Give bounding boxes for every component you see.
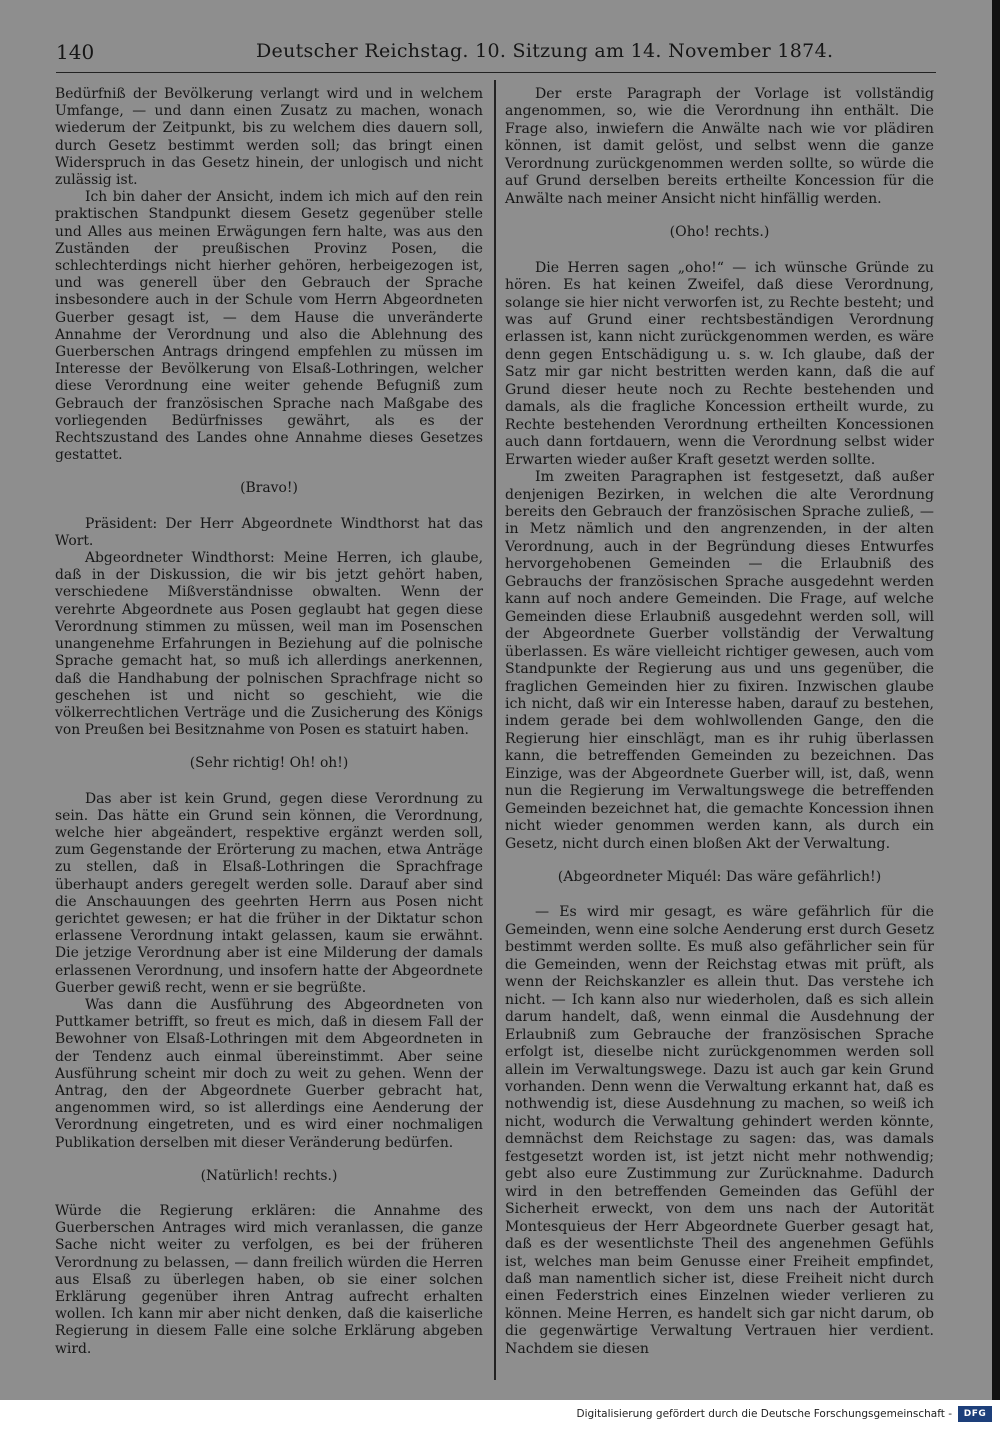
paragraph: Was dann die Ausführung des Abgeordneten von Puttkamer betrifft, so freut es mich, daß in diesem Fall der Bewohner von Elsaß-Lothringen mit dem Abgeordneten in der Tendenz auch einmal übereinstimmt. Aber seine Ausführung scheint mir doch zu weit zu gehen. Wenn der Antrag, den der Abgeordnete Guerber gebracht hat, angenommen wird, so ist allerdings eine Aenderung der Verordnung eingetreten, und es wird einer nochmaligen Publikation derselben mit dieser Veränderung bedürfen. xyxy=(55,996,483,1151)
interjection: (Oho! rechts.) xyxy=(669,224,770,241)
interjection: (Sehr richtig! Oh! oh!) xyxy=(189,755,349,772)
paragraph: Die Herren sagen „oho!“ — ich wünsche Gründe zu hören. Es hat keinen Zweifel, daß diese Verordnung, solange sie hier nicht verworfen ist, zu Rechte besteht; und was auf Grund einer rechtsbeständigen Verordnung erlassen ist, kann nicht zurückgenommen werden, es wäre denn gegen Entschädigung u. s. w. Ich glaube, daß der Satz mir gar nicht bestritten werden kann, daß die auf Grund dieser heute noch zu Rechte bestehenden und damals, als die fragliche Koncession ertheilt wurde, zu Rechte bestehenden Verordnung ertheilten Koncessionen auch dann fortdauern, wenn die Verordnung selbst wider Erwarten wieder außer Kraft gesetzt werden sollte. xyxy=(505,259,934,468)
paragraph: Würde die Regierung erklären: die Annahme des Guerberschen Antrages wird mich veranlassen, die ganze Sache nicht weiter zu verfolgen, es bei der früheren Verordnung zu belassen, — dann freilich würden die Herren aus Elsaß zu überlegen haben, ob sie einer solchen Erklärung gegenüber ihren Antrag aufrecht erhalten wollen. Ich kann mir aber nicht denken, daß die kaiserliche Regierung in diesem Falle eine solche Erklärung abgeben wird. xyxy=(55,1202,483,1357)
column-divider xyxy=(494,80,496,1380)
interjection: (Natürlich! rechts.) xyxy=(200,1167,338,1184)
paragraph: Bedürfniß der Bevölkerung verlangt wird und in welchem Umfange, — und dann einen Zusatz zu machen, wonach wiederum der Zeitpunkt, bis zu welchem dies dauern soll, durch Gesetz bestimmt werden soll; das bringt einen Widerspruch in das Gesetz hinein, der unlogisch und nicht zulässig ist. xyxy=(55,86,483,189)
paragraph: — Es wird mir gesagt, es wäre gefährlich für die Gemeinden, wenn eine solche Aenderung erst durch Gesetz bestimmt werden sollte. Es muß also gefährlicher sein für die Gemeinden, wenn der Reichstag etwas mit prüft, als wenn der Reichskanzler es allein thut. Das verstehe ich nicht. — Ich kann also nur wiederholen, daß es sich allein darum handelt, daß, wenn einmal die Ausdehnung der Erlaubniß zum Gebrauche der französischen Sprache erfolgt ist, dieselbe nicht zurückgenommen werden soll allein im Verwaltungswege. Dazu ist auch gar kein Grund vorhanden. Denn wenn die Verwaltung erkannt hat, daß es nothwendig ist, diese Ausdehnung zu machen, so weiß ich nicht, wodurch die Verwaltung gehindert werden könnte, demnächst dem Reichstage zu sagen: das, was damals festgesetzt worden ist, ist jetzt nicht mehr nothwendig; gebt also eure Zustimmung zur Zurücknahme. Dadurch wird in den betreffenden Gemeinden das Gefühl der Sicherheit erweckt, von dem uns nach der Autorität Montesquieus der Herr Abgeordnete Guerber gesagt hat, daß es der wesentlichste Theil des angenehmen Gefühls ist, welches man beim Genusse einer Freiheit empfindet, daß man namentlich sicher ist, diese Freiheit nicht durch einen Federstrich eines Einzelnen wieder verlieren zu können. Meine Herren, es handelt sich gar nicht darum, ob die gegenwärtige Verwaltung Vertrauen hier verdient. Nachdem sie diesen xyxy=(505,904,934,1357)
paragraph: Ich bin daher der Ansicht, indem ich mich auf den rein praktischen Standpunkt diesem Gesetz gegenüber stelle und Alles aus meinen Erwägungen fern halte, was aus den Zuständen der preußischen Provinz Posen, die schlechterdings nicht hierher gehören, herbeigezogen ist, und was generell über den Gebrauch der Sprache insbesondere auch in der Schule vom Herrn Abgeordneten Guerber gesagt ist, — dem Hause die unveränderte Annahme der Verordnung und also die Ablehnung des Guerberschen Antrags dringend empfehlen zu müssen im Interesse der Bevölkerung von Elsaß-Lothringen, welcher diese Verordnung eine weiter gehende Befugniß zum Gebrauch der französischen Sprache nach Maßgabe des vorliegenden Bedürfnisses gewährt, als es der Rechtszustand des Landes ohne Annahme dieses Gesetzes gestattet. xyxy=(55,189,483,464)
footer xyxy=(0,1400,1000,1432)
footer-credit: Digitalisierung gefördert durch die Deutsche Forschungsgemeinschaft - xyxy=(576,1408,952,1420)
right-column xyxy=(505,86,934,1358)
interjection: (Abgeordneter Miquél: Das wäre gefährlich!) xyxy=(557,869,882,886)
running-title: Deutscher Reichstag. 10. Sitzung am 14. November 1874. xyxy=(256,40,834,62)
scan-edge xyxy=(992,0,1000,1432)
paragraph: Präsident: Der Herr Abgeordnete Windthorst hat das Wort. xyxy=(55,515,483,549)
left-column xyxy=(55,86,483,1358)
interjection: (Bravo!) xyxy=(240,480,298,497)
paragraph: Abgeordneter Windthorst: Meine Herren, ich glaube, daß in der Diskussion, die wir bis jetzt gehört haben, verschiedene Mißverständnisse obwalten. Wenn der verehrte Abgeordnete aus Posen geglaubt hat gegen diese Verordnung stimmen zu müssen, weil man im Posenschen unangenehme Erfahrungen in Beziehung auf die polnische Sprache gemacht hat, so muß ich allerdings anerkennen, daß die Handhabung der polnischen Sprachfrage nicht so geschehen ist und nicht so geschieht, wie die völkerrechtlichen Verträge und die Zusicherung des Königs von Preußen bei Besitznahme von Posen es statuirt haben. xyxy=(55,550,483,739)
dfg-logo: DFG xyxy=(958,1406,992,1422)
page-number: 140 xyxy=(56,40,95,64)
paragraph: Das aber ist kein Grund, gegen diese Verordnung zu sein. Das hätte ein Grund sein können, die Verordnung, welche hier abgeändert, respektive ergänzt werden soll, zum Gegenstande der Erörterung zu machen, etwa Anträge zu stellen, daß in Elsaß-Lothringen die Sprachfrage überhaupt anders geregelt werden solle. Darauf aber sind die Anschauungen des geehrten Herrn aus Posen nicht gerichtet gewesen; er hat die früher in der Diktatur schon erlassene Verordnung intakt gelassen, kaum sie erwähnt. Die jetzige Verordnung aber ist eine Milderung der damals erlassenen Verordnung, und insofern hatte der Abgeordnete Guerber gewiß recht, wenn er sie begrüßte. xyxy=(55,790,483,996)
paragraph: Der erste Paragraph der Vorlage ist vollständig angenommen, so, wie die Verordnung ihn enthält. Die Frage also, inwiefern die Anwälte nach wie vor plädiren können, ist damit gelöst, und selbst wenn die ganze Verordnung zurückgenommen werden sollte, so würde die auf Grund derselben bereits ertheilte Koncession für die Anwälte nach meiner Ansicht nicht hinfällig werden. xyxy=(505,86,934,207)
page-header xyxy=(56,38,936,73)
paragraph: Im zweiten Paragraphen ist festgesetzt, daß außer denjenigen Bezirken, in welchen die alte Verordnung bereits den Gebrauch der französischen Sprache zuließ, — in Metz nämlich und den angrenzenden, in der alten Verordnung, auch in der Begründung dieses Entwurfes hervorgehobenen Gemeinden — die Erlaubniß des Gebrauchs der französischen Sprache ausgedehnt werden kann auf noch andere Gemeinden. Die Frage, auf welche Gemeinden diese Erlaubniß ausgedehnt werden soll, will der Abgeordnete Guerber vollständig der Verwaltung überlassen. Es wäre vielleicht richtiger gewesen, auch vom Standpunkte der Regierung aus und uns gegenüber, die fraglichen Gemeinden hier zu fixiren. Inzwischen glaube ich nicht, daß wir ein Interesse haben, darauf zu bestehen, indem gerade bei dem wohlwollenden Gange, den die Regierung hier einschlägt, man es ihr ruhig überlassen kann, die betreffenden Gemeinden zu bezeichnen. Das Einzige, was der Abgeordnete Guerber will, ist, daß, wenn nun die Regierung im Verwaltungswege die betreffenden Gemeinden bezeichnet hat, die gemachte Koncession ihnen nicht wieder genommen werden kann, als durch ein Gesetz, nicht durch einen bloßen Akt der Verwaltung. xyxy=(505,469,934,852)
